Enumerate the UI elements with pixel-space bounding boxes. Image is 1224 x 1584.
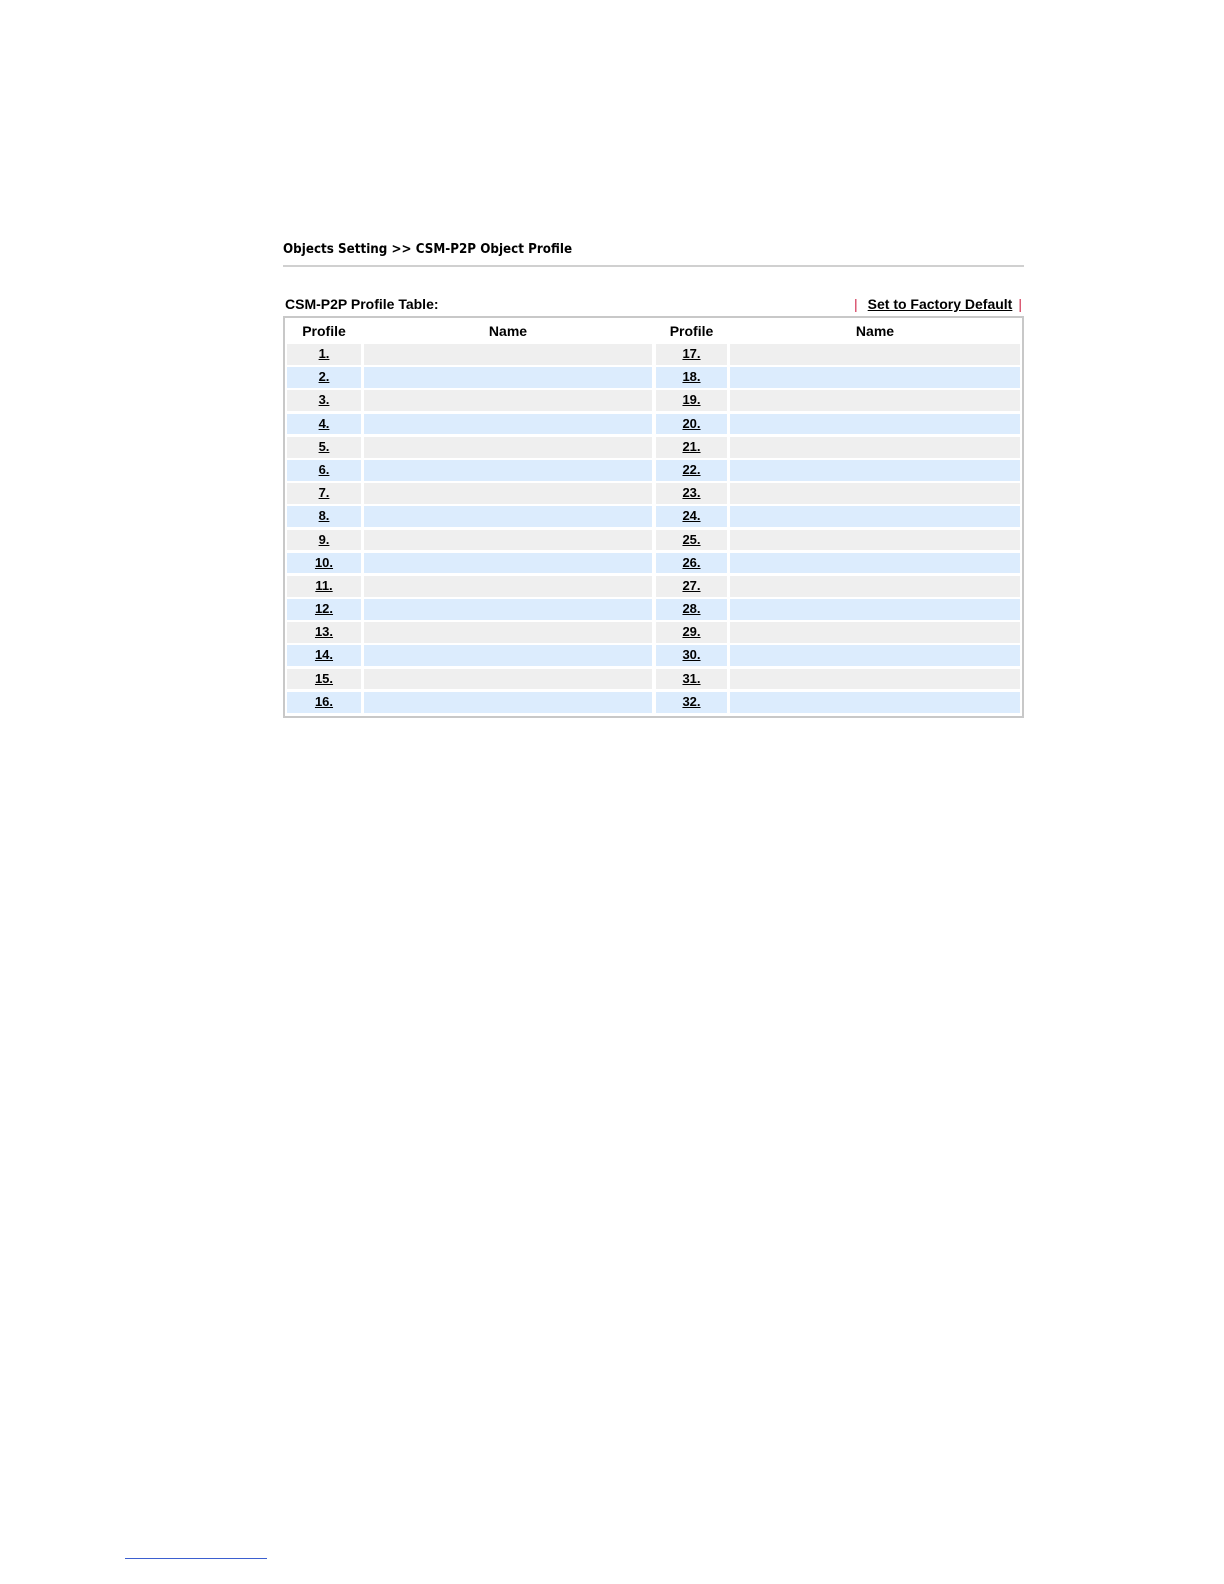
profile-name-cell — [730, 530, 1020, 551]
profile-name-cell — [364, 390, 652, 411]
table-header — [283, 295, 1024, 313]
profile-link[interactable]: 20. — [682, 415, 701, 431]
profile-name-cell — [364, 576, 652, 597]
profile-link[interactable]: 17. — [682, 346, 701, 361]
profile-link[interactable]: 27. — [682, 577, 701, 593]
profile-name-cell — [364, 367, 652, 388]
profile-name-cell — [730, 622, 1020, 643]
column-header-profile: Profile — [669, 323, 714, 339]
table-row — [287, 530, 1020, 551]
column-header-name: Name — [488, 323, 528, 339]
profile-index-cell — [287, 669, 361, 690]
profile-name-cell — [364, 599, 652, 620]
separator-right: | — [1018, 296, 1022, 312]
profile-index-cell — [656, 622, 727, 643]
profile-index-cell — [656, 437, 727, 458]
table-row — [287, 390, 1020, 411]
profile-name-cell — [364, 506, 652, 527]
profile-index-cell — [656, 530, 727, 551]
column-header-name: Name — [855, 323, 895, 339]
profile-index-cell — [287, 622, 361, 643]
table-row — [287, 622, 1020, 643]
table-title: CSM-P2P Profile Table: — [285, 296, 439, 312]
table-row — [287, 367, 1020, 388]
profile-link[interactable]: 28. — [682, 601, 701, 617]
table-row — [287, 645, 1020, 666]
profile-name-cell — [730, 669, 1020, 690]
table-row — [287, 414, 1020, 435]
profile-name-cell — [364, 460, 652, 481]
profile-link[interactable]: 2. — [318, 369, 330, 385]
profile-index-cell — [287, 692, 361, 713]
profile-name-cell — [730, 460, 1020, 481]
profile-index-cell — [656, 599, 727, 620]
column-header-profile: Profile — [302, 323, 346, 339]
profile-index-cell — [656, 414, 727, 435]
profile-index-cell — [656, 460, 727, 481]
table-row — [287, 669, 1020, 690]
table-row — [287, 692, 1020, 713]
table-row — [287, 483, 1020, 504]
profile-name-cell — [364, 344, 652, 365]
profile-link[interactable]: 22. — [682, 461, 701, 477]
profile-index-cell — [656, 367, 727, 388]
separator-left: | — [854, 296, 858, 312]
profile-link[interactable]: 4. — [318, 415, 330, 431]
profile-index-cell — [287, 483, 361, 504]
profile-link[interactable]: 19. — [682, 392, 701, 408]
profile-link[interactable]: 14. — [314, 647, 334, 663]
profile-link[interactable]: 6. — [318, 461, 330, 477]
profile-link[interactable]: 25. — [682, 531, 701, 547]
factory-default-area — [854, 295, 1022, 313]
profile-index-cell — [656, 669, 727, 690]
title-divider — [283, 265, 1024, 267]
profile-link[interactable]: 18. — [682, 369, 701, 385]
profile-name-cell — [730, 599, 1020, 620]
profile-index-cell — [656, 692, 727, 713]
profile-index-cell — [287, 414, 361, 435]
profile-index-cell — [287, 553, 361, 574]
profile-name-cell — [364, 622, 652, 643]
profile-link[interactable]: 24. — [682, 508, 701, 524]
profile-index-cell — [287, 390, 361, 411]
profile-link[interactable]: 32. — [682, 693, 701, 709]
set-factory-default-link[interactable]: Set to Factory Default — [867, 296, 1013, 312]
profile-link[interactable]: 1. — [318, 346, 330, 361]
profile-index-cell — [287, 367, 361, 388]
table-row — [287, 460, 1020, 481]
profile-index-cell — [656, 576, 727, 597]
profile-link[interactable]: 5. — [318, 438, 330, 454]
table-body — [287, 344, 1020, 713]
profile-link[interactable]: 29. — [682, 624, 701, 640]
profile-link[interactable]: 9. — [318, 531, 330, 547]
profile-link[interactable]: 3. — [318, 392, 330, 408]
profile-name-cell — [730, 390, 1020, 411]
profile-name-cell — [730, 344, 1020, 365]
profile-link[interactable]: 11. — [315, 577, 333, 593]
profile-table — [283, 316, 1024, 718]
table-row — [287, 506, 1020, 527]
profile-index-cell — [656, 506, 727, 527]
table-row — [287, 344, 1020, 365]
profile-index-cell — [287, 576, 361, 597]
profile-name-cell — [364, 692, 652, 713]
profile-name-cell — [730, 506, 1020, 527]
profile-index-cell — [287, 460, 361, 481]
profile-name-cell — [364, 645, 652, 666]
profile-index-cell — [656, 344, 727, 365]
profile-link[interactable]: 8. — [318, 508, 330, 524]
profile-name-cell — [730, 414, 1020, 435]
profile-name-cell — [364, 530, 652, 551]
profile-name-cell — [364, 483, 652, 504]
profile-name-cell — [730, 576, 1020, 597]
profile-link[interactable]: 31. — [682, 670, 701, 686]
profile-name-cell — [364, 553, 652, 574]
table-row — [287, 599, 1020, 620]
profile-name-cell — [730, 437, 1020, 458]
profile-name-cell — [730, 692, 1020, 713]
profile-index-cell — [287, 599, 361, 620]
profile-index-cell — [287, 506, 361, 527]
table-row — [287, 553, 1020, 574]
profile-index-cell — [656, 553, 727, 574]
profile-index-cell — [287, 344, 361, 365]
table-row — [287, 437, 1020, 458]
profile-link[interactable]: 13. — [314, 624, 334, 640]
profile-name-cell — [364, 414, 652, 435]
profile-link[interactable]: 26. — [682, 554, 701, 570]
profile-link[interactable]: 15. — [314, 670, 334, 686]
profile-link[interactable]: 21. — [682, 438, 701, 454]
profile-name-cell — [364, 669, 652, 690]
profile-index-cell — [656, 645, 727, 666]
profile-index-cell — [656, 390, 727, 411]
profile-link[interactable]: 12. — [314, 601, 334, 617]
profile-link[interactable]: 7. — [318, 485, 330, 501]
profile-link[interactable]: 16. — [314, 693, 334, 709]
profile-index-cell — [287, 645, 361, 666]
profile-index-cell — [656, 483, 727, 504]
table-row — [287, 576, 1020, 597]
profile-link[interactable]: 30. — [682, 647, 701, 663]
profile-name-cell — [364, 437, 652, 458]
profile-name-cell — [730, 367, 1020, 388]
content-area — [283, 240, 1024, 718]
profile-link[interactable]: 10. — [314, 554, 334, 570]
footnote-rule — [125, 1558, 267, 1559]
breadcrumb: Objects Setting >> CSM-P2P Object Profile — [283, 242, 573, 257]
profile-index-cell — [287, 530, 361, 551]
profile-index-cell — [287, 437, 361, 458]
table-head-row — [287, 318, 1020, 344]
profile-link[interactable]: 23. — [682, 485, 701, 501]
profile-name-cell — [730, 483, 1020, 504]
profile-name-cell — [730, 645, 1020, 666]
profile-name-cell — [730, 553, 1020, 574]
